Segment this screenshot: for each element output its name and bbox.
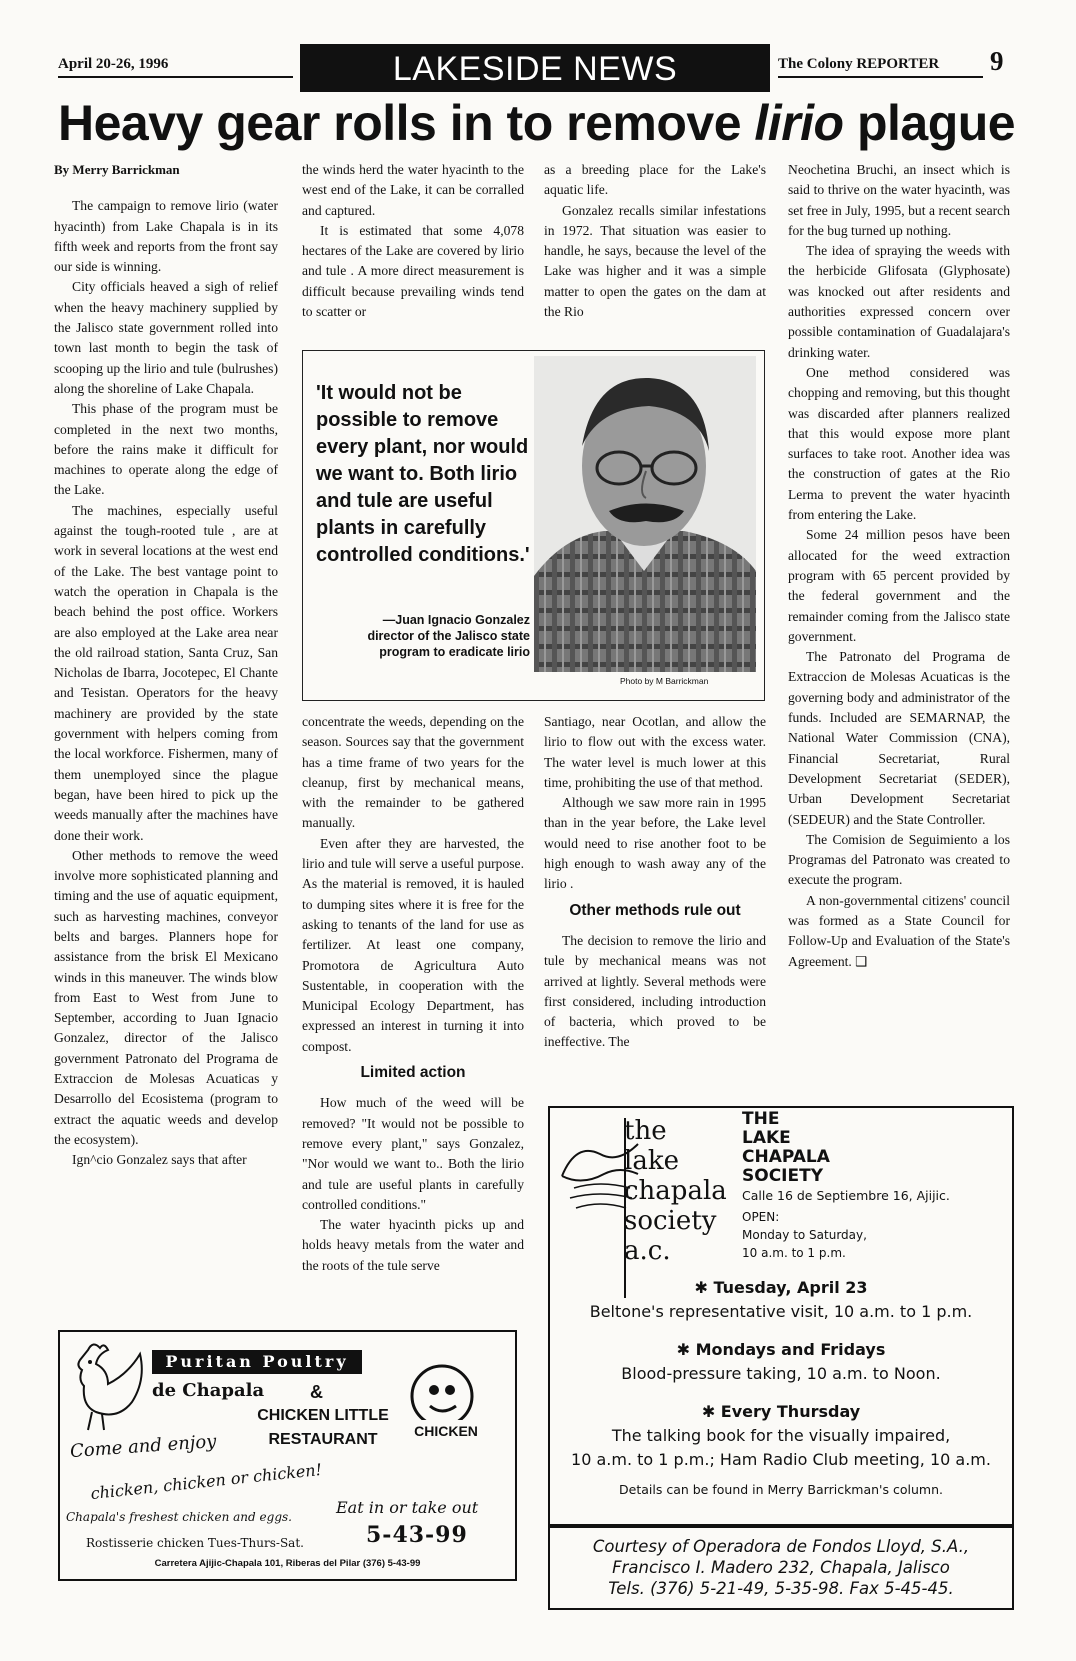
paragraph: the winds herd the water hyacinth to the west end of the Lake, it can be corralled and captured. <box>302 162 524 218</box>
paragraph: as a breeding place for the Lake's aquatic life. <box>544 162 766 198</box>
courtesy-line-2: Francisco I. Madero 232, Chapala, Jalisco <box>612 1558 950 1577</box>
paragraph: The machines, especially useful against the tough-rooted tule , are at work in several locations at the west end of the Lake. The best vantage point to watch the operation in Chapala is the beach behind the post office. Workers are also employed at the Lake area near the old railroad station, Santa Cruz, San Nicholas de Ibarra, Jocotepec, El Chante and Tesistan. Operators for the heavy machinery are provided by the state government with helpers coming from the local workforce. Fishermen, many of them unemployed since the plague began, have been hired to pick up the weeds manually after the machines have done their work. <box>54 502 278 843</box>
paragraph: The campaign to remove lirio (water hyacinth) from Lake Chapala is in its fifth week and reports from the front say our side is winning. <box>54 198 278 275</box>
headline-italic: lirio <box>754 95 844 151</box>
event-1-text: Beltone's representative visit, 10 a.m. to 1 p.m. <box>589 1302 973 1321</box>
paragraph: The Comision de Seguimiento a los Programas del Patronato was created to execute the program. <box>788 831 1010 888</box>
subheading-limited-action: Limited action <box>360 1064 466 1082</box>
freshest-chicken: Chapala's freshest chicken and eggs. <box>66 1510 292 1524</box>
society-details: Details can be found in Merry Barrickman's column. <box>619 1482 943 1497</box>
byline: By Merry Barrickman <box>54 162 180 177</box>
headline <box>58 94 1018 152</box>
paragraph: A non-governmental citizens' council was formed as a State Council for Follow-Up and Evaluation of the State's Agreement. ❑ <box>788 892 1010 969</box>
attribution-name: —Juan Ignacio Gonzalez <box>382 613 530 627</box>
article-column-2-top <box>302 160 524 322</box>
paragraph: City officials heaved a sigh of relief when the heavy machinery supplied by the Jalisco state government rolled into town last month to begin the task of scooping up the lirio and tule (bulrushes) along the shoreline of Lake Chapala. <box>54 279 278 396</box>
article-column-3-top <box>544 160 766 322</box>
slogan-line-1: Come and enjoy <box>69 1430 218 1463</box>
pullquote-attribution <box>320 612 530 660</box>
pullquote-text: 'It would not be possible to remove every plant, nor would we want to. Both lirio and tule are useful plants in carefully controlled conditions.' <box>316 382 530 566</box>
chicken-little-icon <box>400 1360 490 1446</box>
article-column-3-bottom <box>544 712 766 1053</box>
puritan-name: Puritan Poultry <box>152 1350 362 1374</box>
paragraph: The idea of spraying the weeds with the herbicide Glifosata (Glyphosate) was knocked out after residents and authorities expressed concern over possible contamination of Guadalajara's drinking water. <box>788 243 1010 360</box>
open-days: Monday to Saturday, <box>742 1228 867 1242</box>
event-2-text: Blood-pressure taking, 10 a.m. to Noon. <box>621 1364 941 1383</box>
event-3-title: ✱ Every Thursday <box>701 1402 861 1421</box>
paragraph: The decision to remove the lirio and tule by mechanical means was not arrived at lightly. Several methods were first considered, including introduction of bacteria, which proved to be ineffective. The <box>544 932 766 1050</box>
article-column-4 <box>788 160 1010 972</box>
article-column-2-bottom <box>302 712 524 1276</box>
logo-line: the <box>624 1116 667 1146</box>
svg-text:CHICKEN: CHICKEN <box>414 1423 478 1439</box>
phone-number: 5-43-99 <box>366 1522 468 1548</box>
title-line: LAKE <box>742 1128 791 1148</box>
event-2-title: ✱ Mondays and Fridays <box>676 1340 886 1359</box>
society-title <box>742 1110 830 1186</box>
society-hours <box>742 1208 867 1262</box>
photo-credit: Photo by M Barrickman <box>620 676 709 686</box>
paragraph: It is estimated that some 4,078 hectares of the Lake are covered by lirio and tule . A more direct measurement is difficult because prevailing winds tend to scatter or <box>302 222 524 320</box>
issue-date: April 20-26, 1996 <box>58 56 293 78</box>
headline-text-end: plague <box>843 95 1016 151</box>
paragraph: Gonzalez recalls similar infestations in 1972. That situation was easier to handle, he says, because the level of the Lake was higher and it was a simple matter to open the gates on the dam at the Rio <box>544 202 766 320</box>
event-1-title: ✱ Tuesday, April 23 <box>694 1278 868 1297</box>
restaurant-name: CHICKEN LITTLE RESTAURANT <box>257 1407 389 1448</box>
logo-line: lake <box>624 1146 679 1176</box>
rooster-icon <box>68 1340 148 1432</box>
attribution-title: director of the Jalisco state program to eradicate lirio <box>367 629 530 659</box>
courtesy-line-3: Tels. (376) 5-21-49, 5-35-98. Fax 5-45-45. <box>608 1579 954 1598</box>
publication-name: The Colony REPORTER <box>778 56 983 78</box>
paragraph: The Patronato del Programa de Extraccion de Molesas Acuaticas is the governing body and administrator of the funds. Included are SEMARNAP, the National Water Commission (CNA), Financial Secretariat, Rural Development Secretariat (SEDER), Urban Development Secretariat (SEDEUR) and the State Controller. <box>788 649 1010 827</box>
ad-lake-chapala-society <box>548 1106 1014 1526</box>
paragraph: This phase of the program must be completed in the next two months, before the rains make it difficult for machines to operate along the edge of the Lake. <box>54 401 278 498</box>
puritan-location: de Chapala <box>152 1380 265 1401</box>
event-3-text-2: 10 a.m. to 1 p.m.; Ham Radio Club meeting, 10 a.m. <box>571 1450 991 1469</box>
paragraph: concentrate the weeds, depending on the season. Sources say that the government has a time frame of two years for the cleanup, first by mechanical means, with the remainder to be gathered manually. <box>302 714 524 831</box>
paragraph: Even after they are harvested, the lirio and tule will serve a useful purpose. As the material is removed, it is hauled to dumping sites where it is free for the asking to tenants of the land for use as fertilizer. At least one company, Promotora de Agricultura Auto Sustentable, in cooperation with the Municipal Ecology Department, has expressed an interest in turning it into compost. <box>302 835 524 1054</box>
portrait-image <box>534 356 756 672</box>
ampersand: & <box>310 1382 323 1402</box>
portrait-photo <box>534 356 756 672</box>
section-banner: LAKESIDE NEWS <box>300 44 770 92</box>
society-logo-text <box>624 1116 727 1266</box>
paragraph: One method considered was chopping and removing, but this thought was discarded after planners realized that this would expose more plant surfaces to take root. Another idea was the construction of gates at the Rio Lerma to prevent the water hyacinth from entering the Lake. <box>788 364 1010 523</box>
logo-line: chapala <box>624 1176 727 1206</box>
page-number: 9 <box>990 46 1004 76</box>
paragraph: Neochetina Bruchi, an insect which is said to thrive on the water hyacinth, was set free in July, 1995, but a recent search for the bug turned up nothing. <box>788 162 1010 238</box>
open-hours: 10 a.m. to 1 p.m. <box>742 1246 846 1260</box>
event-3-text-1: The talking book for the visually impaired, <box>611 1426 951 1445</box>
open-label: OPEN: <box>742 1210 780 1224</box>
headline-text: Heavy gear rolls in to remove <box>58 95 755 151</box>
paragraph: Ign^cio Gonzalez says that after <box>72 1152 247 1168</box>
paragraph: Santiago, near Ocotlan, and allow the lirio to flow out with the excess water. The water level is much lower at this time, prohibiting the use of that method. <box>544 714 766 790</box>
rotisserie-days: Rostisserie chicken Tues-Thurs-Sat. <box>86 1536 304 1550</box>
paragraph: Although we saw more rain in 1995 than in the year before, the Lake level would need to rise another foot to be high enough to wash away any of the lirio . <box>544 795 766 892</box>
paragraph: Other methods to remove the weed involve more sophisticated planning and timing and the use of aquatic equipment, such as harvesting machines, conveyor belts and barges. Planners hope for assistance from the brisk El Mexicano winds in this maneuver. The winds blow from East to West from June to September, according to Juan Ignacio Gonzalez, director of the Jalisco government Patronato del Programa de Extraccion de Molesas Acuaticas y Desarrollo del Ecosistema (program to extract the aquatic weeds and develop the ecosystem). <box>54 847 278 1147</box>
logo-line: society <box>624 1206 717 1236</box>
ad-courtesy <box>548 1526 1014 1610</box>
society-address: Calle 16 de Septiembre 16, Ajijic. <box>742 1188 950 1203</box>
paragraph: How much of the weed will be removed? "It would not be possible to remove every plant," says Gonzalez, "Nor would we want to.. Both the lirio and tule are useful plants in carefully controlled conditions." <box>302 1095 524 1212</box>
puritan-address: Carretera Ajijic-Chapala 101, Riberas del Pilar (376) 5-43-99 <box>154 1558 421 1569</box>
paragraph: Some 24 million pesos have been allocated for the weed extraction program with 65 percent provided by the federal government and the remainder coming from the Jalisco state government. <box>788 527 1010 644</box>
eat-in-take-out: Eat in or take out <box>336 1498 479 1517</box>
slogan-line-2: chicken, chicken or chicken! <box>89 1459 323 1504</box>
subheading-other-methods: Other methods rule out <box>569 901 741 919</box>
ad-puritan-poultry <box>58 1330 517 1581</box>
title-line: THE <box>742 1109 780 1129</box>
paragraph: The water hyacinth picks up and holds heavy metals from the water and the roots of the tule serve <box>302 1217 524 1273</box>
logo-line: a.c. <box>624 1236 671 1266</box>
article-column-1 <box>54 160 278 1171</box>
courtesy-line-1: Courtesy of Operadora de Fondos Lloyd, S.A., <box>592 1537 970 1556</box>
title-line: CHAPALA <box>742 1147 830 1167</box>
title-line: SOCIETY <box>742 1166 824 1186</box>
society-events <box>550 1276 1012 1502</box>
